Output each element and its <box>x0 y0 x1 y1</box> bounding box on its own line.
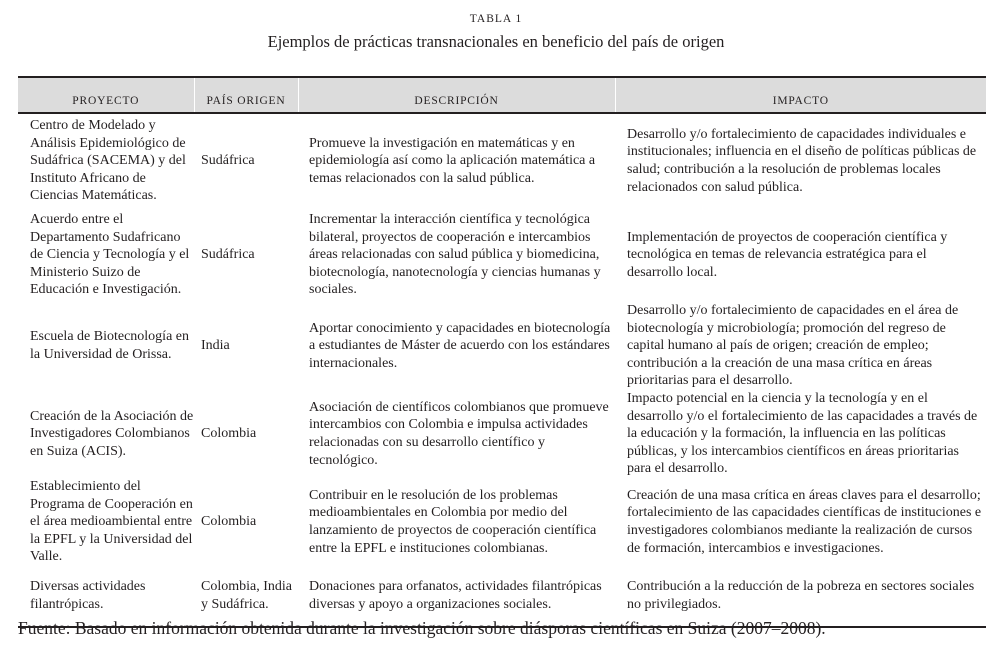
table-title: Ejemplos de prácticas transnacionales en beneficio del país de origen <box>267 32 725 51</box>
cell-pais: Colombia <box>201 426 257 442</box>
cell-descripcion: Contribuir en le resolución de los problemas medioambientales en Colombia por medio del lanzamiento de proyectos de cooperación científica entre la EPFL e instituciones colombianas. <box>309 487 597 556</box>
table-row <box>18 302 986 390</box>
table-row <box>18 208 986 302</box>
table-row <box>18 478 986 566</box>
cell-descripcion: Aportar conocimiento y capacidades en biotecnología a estudiantes de Máster de acuerdo con los estándares internacionales. <box>309 320 611 371</box>
cell-impacto: Desarrollo y/o fortalecimiento de capacidades individuales e institucionales; influencia en el diseño de políticas públicas de salud; contribución a la resolución de problemas locales relacionados con salud pública. <box>627 126 977 195</box>
cell-proyecto: Centro de Modelado y Análisis Epidemiológico de Sudáfrica (SACEMA) y del Instituto Africano de Ciencias Matemáticas. <box>30 118 186 204</box>
column-header-pais-origen: PAÍS ORIGEN <box>194 77 298 113</box>
cell-pais: Colombia, India y Sudáfrica. <box>194 566 298 627</box>
source-note: Fuente: Basado en información obtenida durante la investigación sobre diásporas científicas en Suiza (2007–2008). <box>18 618 826 638</box>
cell-impacto: Contribución a la reducción de la pobreza en sectores sociales no privilegiados. <box>615 566 986 627</box>
cell-descripcion: Promueve la investigación en matemáticas y en epidemiología así como la aplicación matemática a temas relacionados con la salud pública. <box>309 135 596 186</box>
table-header-row <box>18 77 986 113</box>
cell-proyecto: Escuela de Biotecnología en la Universidad de Orissa. <box>30 329 189 362</box>
cell-descripcion: Asociación de científicos colombianos que promueve intercambios con Colombia e impulsa actividades relacionadas con su desarrollo científico y tecnológico. <box>309 399 609 468</box>
cell-impacto: Creación de una masa crítica en áreas claves para el desarrollo; fortalecimiento de las capacidades científicas de instituciones e investigadores colombianos mediante la realización de cursos de formación, intercambios e investigaciones. <box>627 487 982 556</box>
cell-impacto: Desarrollo y/o fortalecimiento de capacidades en el área de biotecnología y microbiología; promoción del regreso de capital humano al país de origen; creación de empleo; contribución a la creación de una masa crítica en áreas prioritarias para el desarrollo. <box>627 303 959 389</box>
cell-pais: India <box>201 338 230 354</box>
cell-pais: Colombia <box>201 514 257 530</box>
practices-table <box>18 76 986 628</box>
cell-proyecto: Creación de la Asociación de Investigadores Colombianos en Suiza (ACIS). <box>30 408 194 459</box>
cell-proyecto: Acuerdo entre el Departamento Sudafricano de Ciencia y Tecnología y el Ministerio Suizo de Educación e Investigación. <box>30 212 190 298</box>
cell-pais: Sudáfrica <box>201 153 255 169</box>
table-row <box>18 390 986 478</box>
cell-proyecto: Establecimiento del Programa de Cooperación en el área medioambiental entre la EPFL y la Universidad del Valle. <box>30 478 193 565</box>
cell-pais: Sudáfrica <box>201 247 255 263</box>
table-label: TABLA 1 <box>469 13 523 25</box>
column-header-proyecto: PROYECTO <box>18 77 194 113</box>
cell-impacto: Implementación de proyectos de cooperación científica y tecnológica en temas de relevancia estratégica para el desarrollo local. <box>627 229 948 280</box>
table-row <box>18 113 986 208</box>
cell-impacto: Impacto potencial en la ciencia y la tecnología y en el desarrollo y/o el fortalecimiento de las capacidades a través de la educación y la formación, la influencia en las políticas públicas, y los intercambios científicos en áreas prioritarias para el desarrollo. <box>627 390 978 477</box>
column-header-descripcion: DESCRIPCIÓN <box>298 77 615 113</box>
cell-descripcion: Donaciones para orfanatos, actividades filantrópicas diversas y apoyo a organizaciones sociales. <box>298 566 615 627</box>
column-header-impacto: IMPACTO <box>615 77 986 113</box>
cell-descripcion: Incrementar la interacción científica y tecnológica bilateral, proyectos de cooperación e intercambios áreas relacionadas con salud pública y biomedicina, biotecnología, nanotecnología y ciencias humanas y sociales. <box>309 212 601 298</box>
cell-proyecto: Diversas actividades filantrópicas. <box>18 566 194 627</box>
